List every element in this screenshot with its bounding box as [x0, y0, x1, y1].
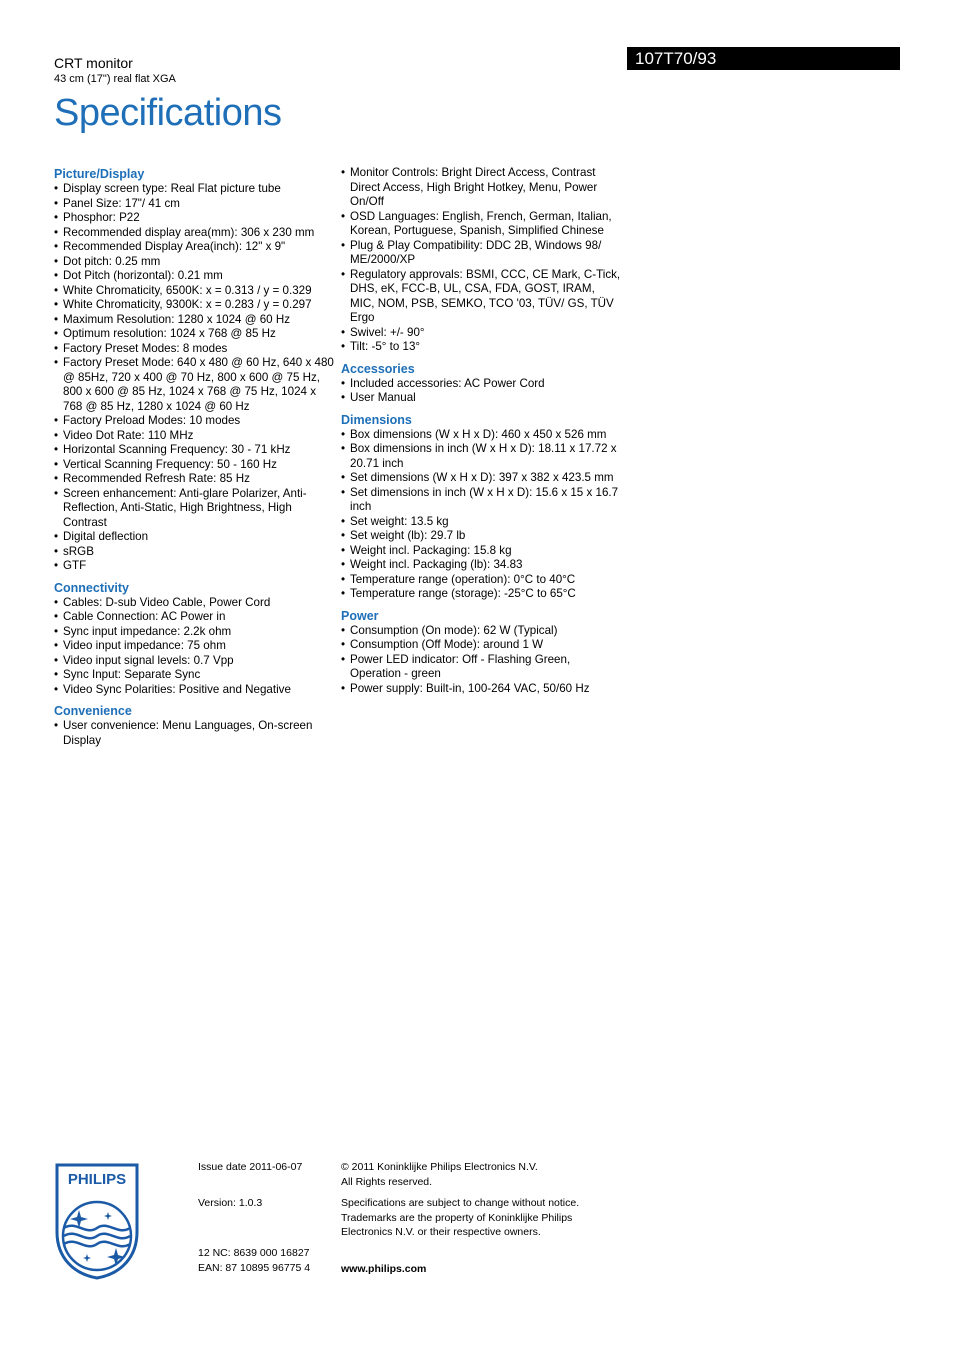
spec-item: • Weight incl. Packaging (lb): 34.83: [341, 558, 621, 573]
spec-section: [341, 166, 621, 355]
spec-item: • sRGB: [54, 545, 334, 560]
footer: [0, 1160, 954, 1290]
spec-section: [341, 412, 621, 602]
spec-list: [341, 428, 621, 602]
spec-item: • Factory Preset Mode: 640 x 480 @ 60 Hz, 640 x 480 @ 85Hz, 720 x 400 @ 70 Hz, 800 x 600 @ 75 Hz, 800 x 600 @ 85 Hz, 1024 x 768 @ 75 Hz, 1024 x 768 @ 85 Hz, 1280 x 1024 @ 60 Hz: [54, 356, 334, 414]
spec-item: • Vertical Scanning Frequency: 50 - 160 Hz: [54, 458, 334, 473]
spec-item: • Consumption (On mode): 62 W (Typical): [341, 624, 621, 639]
spec-item: • Screen enhancement: Anti-glare Polarizer, Anti-Reflection, Anti-Static, High Brightness, High Contrast: [54, 487, 334, 531]
spec-item: • Temperature range (storage): -25°C to 65°C: [341, 587, 621, 602]
section-title: Connectivity: [54, 580, 130, 595]
spec-item: • Recommended Display Area(inch): 12" x 9": [54, 240, 334, 255]
spec-item: • Set dimensions in inch (W x H x D): 15.6 x 15 x 16.7 inch: [341, 486, 621, 515]
spec-item: • Monitor Controls: Bright Direct Access, Contrast Direct Access, High Bright Hotkey, Menu, Power On/Off: [341, 166, 621, 210]
spec-item: • Sync Input: Separate Sync: [54, 668, 334, 683]
footer-legal-column: [341, 1160, 611, 1276]
spec-item: • Digital deflection: [54, 530, 334, 545]
notice-line-3: Electronics N.V. or their respective owners.: [341, 1226, 541, 1238]
spec-item: • Optimum resolution: 1024 x 768 @ 85 Hz: [54, 327, 334, 342]
spec-section: [54, 580, 334, 698]
spec-item: • Set dimensions (W x H x D): 397 x 382 x 423.5 mm: [341, 471, 621, 486]
notice-line-1: Specifications are subject to change without notice.: [341, 1197, 580, 1209]
spec-item: • Set weight: 13.5 kg: [341, 515, 621, 530]
copyright-line-1: © 2011 Koninklijke Philips Electronics N.V.: [341, 1161, 538, 1173]
spec-item: • User Manual: [341, 391, 621, 406]
spec-item: • Recommended display area(mm): 306 x 230 mm: [54, 226, 334, 241]
spec-item: • GTF: [54, 559, 334, 574]
section-title: Convenience: [54, 704, 132, 718]
spec-section: [341, 361, 621, 406]
spec-item: • Regulatory approvals: BSMI, CCC, CE Mark, C-Tick, DHS, eK, FCC-B, UL, CSA, FDA, GOST, IRAM, MIC, NOM, PSB, SEMKO, TCO '03, TÜV/ GS, TÜV Ergo: [341, 268, 621, 326]
product-name: CRT monitor: [54, 55, 133, 71]
left-spec-column: [54, 166, 334, 754]
spec-item: • Temperature range (operation): 0°C to 40°C: [341, 573, 621, 588]
right-spec-column: [341, 166, 621, 702]
spec-item: • Dot Pitch (horizontal): 0.21 mm: [54, 269, 334, 284]
spec-item: • Consumption (Off Mode): around 1 W: [341, 638, 621, 653]
spec-item: • User convenience: Menu Languages, On-screen Display: [54, 719, 334, 748]
spec-item: • Box dimensions in inch (W x H x D): 18.11 x 17.72 x 20.71 inch: [341, 442, 621, 471]
spec-section: [54, 166, 334, 574]
ean-number: EAN: 87 10895 96775 4: [198, 1261, 311, 1274]
website-link[interactable]: www.philips.com: [341, 1262, 427, 1275]
spec-item: • Horizontal Scanning Frequency: 30 - 71 kHz: [54, 443, 334, 458]
spec-item: • Plug & Play Compatibility: DDC 2B, Windows 98/ ME/2000/XP: [341, 239, 621, 268]
philips-logo-text: PHILIPS: [67, 1171, 127, 1188]
spec-item: • Tilt: -5° to 13°: [341, 340, 621, 355]
spec-list: [341, 624, 621, 697]
product-subtitle: 43 cm (17") real flat XGA: [54, 73, 176, 85]
spec-item: • Included accessories: AC Power Cord: [341, 377, 621, 392]
issue-date: Issue date 2011-06-07: [198, 1161, 303, 1173]
spec-item: • Cable Connection: AC Power in: [54, 610, 334, 625]
spec-item: • Phosphor: P22: [54, 211, 334, 226]
section-title: Accessories: [341, 361, 415, 376]
spec-item: • Dot pitch: 0.25 mm: [54, 255, 334, 270]
spec-item: • Video Dot Rate: 110 MHz: [54, 429, 334, 444]
spec-list: [54, 596, 334, 698]
version: Version: 1.0.3: [198, 1196, 263, 1209]
spec-item: • Box dimensions (W x H x D): 460 x 450 x 526 mm: [341, 428, 621, 443]
page-title: Specifications: [54, 92, 282, 134]
spec-item: • Cables: D-sub Video Cable, Power Cord: [54, 596, 334, 611]
philips-shield-logo: [54, 1162, 140, 1280]
spec-item: • Recommended Refresh Rate: 85 Hz: [54, 472, 334, 487]
spec-list: [54, 719, 334, 748]
notice-line-2: Trademarks are the property of Koninklijke Philips: [341, 1211, 573, 1224]
spec-item: • Display screen type: Real Flat picture tube: [54, 182, 334, 197]
spec-item: • Maximum Resolution: 1280 x 1024 @ 60 Hz: [54, 313, 334, 328]
spec-item: • Set weight (lb): 29.7 lb: [341, 529, 621, 544]
spec-list: [54, 182, 334, 574]
section-title: Power: [341, 608, 379, 623]
spec-item: • White Chromaticity, 9300K: x = 0.283 / y = 0.297: [54, 298, 334, 313]
spec-item: • Power supply: Built-in, 100-264 VAC, 50/60 Hz: [341, 682, 621, 697]
spec-section: [341, 608, 621, 697]
nc-number: 12 NC: 8639 000 16827: [198, 1247, 310, 1259]
model-number-bar: 107T70/93: [627, 47, 900, 70]
spec-item: • Video Sync Polarities: Positive and Negative: [54, 683, 334, 698]
spec-item: • Power LED indicator: Off - Flashing Green, Operation - green: [341, 653, 621, 682]
copyright-line-2: All Rights reserved.: [341, 1175, 433, 1188]
spec-item: • Factory Preset Modes: 8 modes: [54, 342, 334, 357]
footer-meta-column: [198, 1160, 333, 1275]
spec-item: • Weight incl. Packaging: 15.8 kg: [341, 544, 621, 559]
spec-list: [341, 166, 621, 355]
spec-item: • Video input impedance: 75 ohm: [54, 639, 334, 654]
spec-item: • OSD Languages: English, French, German, Italian, Korean, Portuguese, Spanish, Simplified Chinese: [341, 210, 621, 239]
spec-item: • Video input signal levels: 0.7 Vpp: [54, 654, 334, 669]
spec-item: • Swivel: +/- 90°: [341, 326, 621, 341]
spec-list: [341, 377, 621, 406]
spec-item: • Panel Size: 17"/ 41 cm: [54, 197, 334, 212]
section-title: Picture/Display: [54, 167, 145, 181]
spec-section: [54, 703, 334, 748]
spec-item: • Sync input impedance: 2.2k ohm: [54, 625, 334, 640]
spec-item: • White Chromaticity, 6500K: x = 0.313 / y = 0.329: [54, 284, 334, 299]
section-title: Dimensions: [341, 412, 412, 427]
product-header: [54, 54, 176, 86]
spec-item: • Factory Preload Modes: 10 modes: [54, 414, 334, 429]
